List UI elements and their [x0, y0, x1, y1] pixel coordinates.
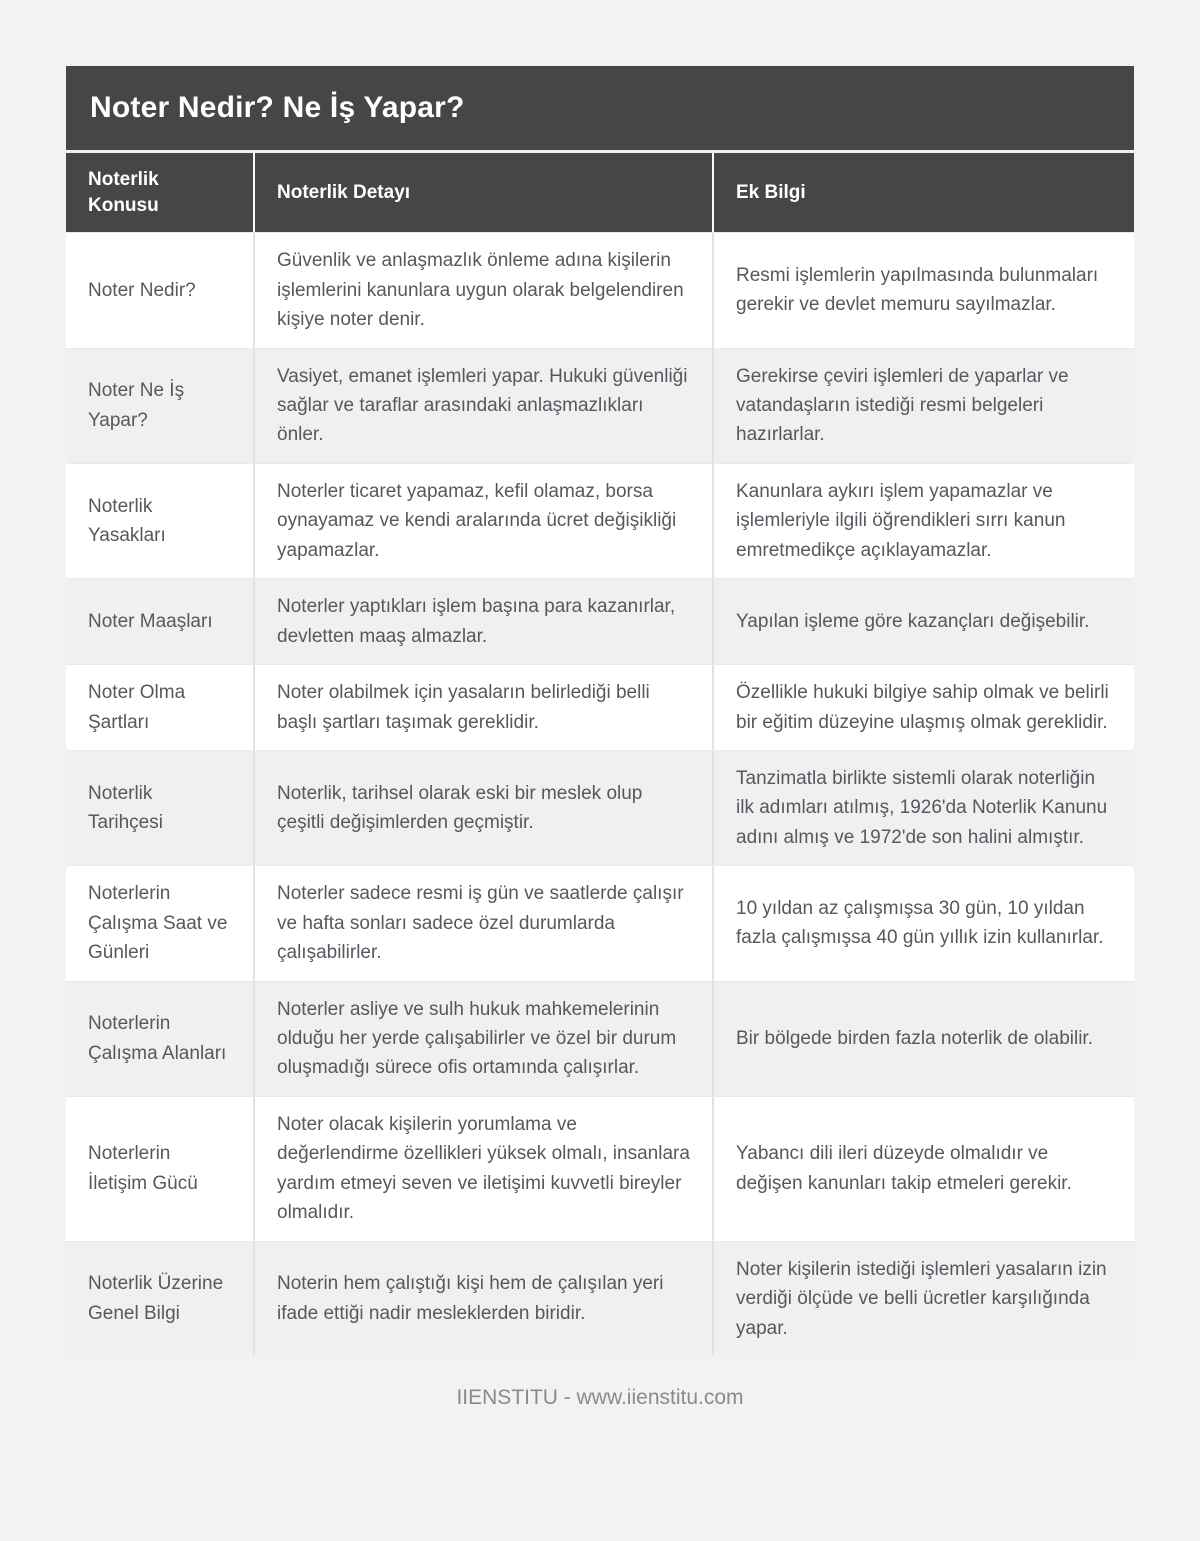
- footer-credit: IIENSTITU - www.iienstitu.com: [456, 1385, 744, 1409]
- table-row: [66, 981, 1134, 1096]
- cell-detail: Noter olabilmek için yasaların belirlediği belli başlı şartları taşımak gereklidir.: [253, 665, 712, 750]
- column-header-noterlik-konusu: Noterlik Konusu: [88, 169, 159, 216]
- cell-topic: Noterlik Yasakları: [88, 495, 166, 547]
- cell-extra-info: Noter kişilerin istediği işlemleri yasaların izin verdiği ölçüde ve belli ücretler karşılığında yapar.: [712, 1242, 1134, 1356]
- cell-detail: Noterlik, tarihsel olarak eski bir meslek olup çeşitli değişimlerden geçmiştir.: [253, 751, 712, 865]
- table-row: [66, 1241, 1134, 1356]
- cell-detail: Noterler sadece resmi iş gün ve saatlerde çalışır ve hafta sonları sadece özel durumlarda çalışabilirler.: [253, 866, 712, 980]
- cell-detail: Güvenlik ve anlaşmazlık önleme adına kişilerin işlemlerini kanunlara uygun olarak belgelendiren kişiye noter denir.: [253, 233, 712, 347]
- cell-extra-info: Bir bölgede birden fazla noterlik de olabilir.: [712, 982, 1134, 1096]
- cell-detail: Noterin hem çalıştığı kişi hem de çalışılan yeri ifade ettiği nadir mesleklerden biridir.: [253, 1242, 712, 1356]
- cell-detail: Noterler yaptıkları işlem başına para kazanırlar, devletten maaş almazlar.: [253, 579, 712, 664]
- table-row: [66, 1096, 1134, 1241]
- table-row: [66, 664, 1134, 750]
- cell-topic: Noterlerin Çalışma Saat ve Günleri: [88, 883, 228, 964]
- table-row: [66, 232, 1134, 347]
- cell-extra-info: Özellikle hukuki bilgiye sahip olmak ve belirli bir eğitim düzeyine ulaşmış olmak gereklidir.: [712, 665, 1134, 750]
- cell-detail: Vasiyet, emanet işlemleri yapar. Hukuki güvenliği sağlar ve taraflar arasındaki anlaşmazlıkları önler.: [253, 349, 712, 463]
- cell-topic: Noterlik Üzerine Genel Bilgi: [88, 1273, 224, 1324]
- cell-detail: Noter olacak kişilerin yorumlama ve değerlendirme özellikleri yüksek olmalı, insanlara yardım etmeyi seven ve iletişimi kuvvetli bireyler olmalıdır.: [253, 1097, 712, 1241]
- table-row: [66, 750, 1134, 865]
- cell-extra-info: 10 yıldan az çalışmışsa 30 gün, 10 yıldan fazla çalışmışsa 40 gün yıllık izin kullanırlar.: [712, 866, 1134, 980]
- table-row: [66, 348, 1134, 463]
- column-header-ek-bilgi: Ek Bilgi: [712, 153, 1134, 232]
- table-body: [66, 232, 1134, 1356]
- cell-detail: Noterler ticaret yapamaz, kefil olamaz, borsa oynayamaz ve kendi aralarında ücret değişikliği yapamazlar.: [253, 464, 712, 578]
- cell-topic: Noterlerin İletişim Gücü: [88, 1143, 198, 1194]
- cell-topic: Noterlerin Çalışma Alanları: [88, 1013, 227, 1064]
- cell-extra-info: Kanunlara aykırı işlem yapamazlar ve işlemleriyle ilgili öğrendikleri sırrı kanun emretmedikçe açıklayamazlar.: [712, 464, 1134, 578]
- column-header-noterlik-detayi: Noterlik Detayı: [253, 153, 712, 232]
- table-header-row: [66, 153, 1134, 232]
- cell-extra-info: Yabancı dili ileri düzeyde olmalıdır ve değişen kanunları takip etmeleri gerekir.: [712, 1097, 1134, 1241]
- cell-detail: Noterler asliye ve sulh hukuk mahkemelerinin olduğu her yerde çalışabilirler ve özel bir durum oluşmadığı sürece ofis ortamında çalışırlar.: [253, 982, 712, 1096]
- cell-topic: Noter Maaşları: [88, 610, 213, 632]
- cell-topic: Noterlik Tarihçesi: [88, 782, 163, 834]
- cell-topic: Noter Nedir?: [88, 279, 196, 301]
- notary-info-card: [66, 66, 1134, 1356]
- cell-extra-info: Resmi işlemlerin yapılmasında bulunmaları gerekir ve devlet memuru sayılmazlar.: [712, 233, 1134, 347]
- table-row: [66, 578, 1134, 664]
- cell-extra-info: Gerekirse çeviri işlemleri de yaparlar ve vatandaşların istediği resmi belgeleri hazırlarlar.: [712, 349, 1134, 463]
- table-row: [66, 865, 1134, 980]
- cell-extra-info: Tanzimatla birlikte sistemli olarak noterliğin ilk adımları atılmış, 1926'da Noterlik Kanunu adını almış ve 1972'de son halini almıştır.: [712, 751, 1134, 865]
- table-row: [66, 463, 1134, 578]
- cell-topic: Noter Ne İş Yapar?: [88, 380, 185, 431]
- page-title: Noter Nedir? Ne İş Yapar?: [66, 66, 1134, 153]
- cell-extra-info: Yapılan işleme göre kazançları değişebilir.: [712, 579, 1134, 664]
- cell-topic: Noter Olma Şartları: [88, 682, 186, 733]
